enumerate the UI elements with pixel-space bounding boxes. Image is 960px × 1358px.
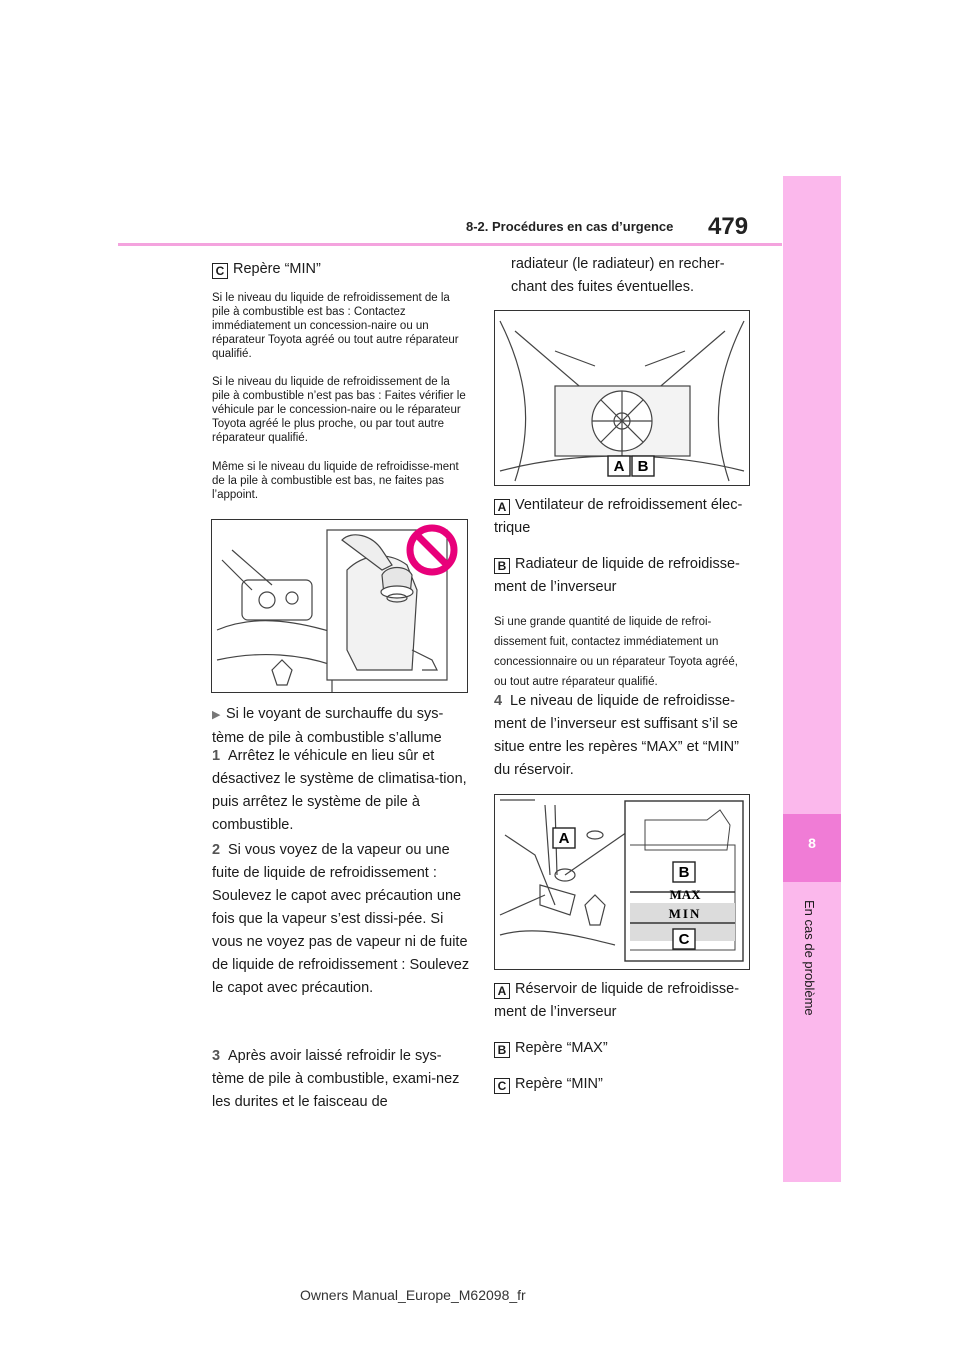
reservoir-figure [494, 794, 750, 970]
marker-c-line [212, 258, 472, 281]
radiator-callout-a-text: A [613, 458, 625, 475]
chapter-number: 8 [808, 835, 816, 851]
header-rule [118, 243, 782, 246]
radiator-figure [494, 310, 750, 486]
step-4 [494, 690, 752, 782]
note-no-refill: Même si le niveau du liquide de refroidisse-ment de la pile à combustible est bas, ne faites pas l’appoint. [212, 461, 459, 501]
fan-item-text: Ventilateur de refroidissement élec-trique [494, 497, 743, 536]
coolant-refill-figure [211, 519, 468, 693]
radiator-illustration [495, 311, 749, 485]
step-1-number: 1 [212, 748, 221, 764]
marker-c-text: Repère “MIN” [233, 261, 321, 277]
step-2-number: 2 [212, 842, 221, 858]
label-b2-box: B [494, 1042, 510, 1058]
bullet-arrow-icon: ▶ [212, 709, 221, 721]
max-item [494, 1037, 750, 1060]
label-a-box: A [494, 499, 510, 515]
min-item-text: Repère “MIN” [515, 1076, 603, 1092]
max-item-text: Repère “MAX” [515, 1040, 608, 1056]
step-4-number: 4 [494, 693, 503, 709]
label-b-box: B [494, 558, 510, 574]
coolant-refill-illustration [212, 520, 467, 692]
reservoir-item-text: Réservoir de liquide de refroidisse-ment de l’inverseur [494, 981, 740, 1020]
radiator-item [494, 553, 750, 599]
min-mark-text: MIN [668, 906, 702, 921]
radiator-callout-b-text: B [637, 458, 649, 475]
label-a2-box: A [494, 983, 510, 999]
step-3-continued: radiateur (le radiateur) en recher-chant des fuites éventuelles. [511, 256, 725, 295]
step-3-number: 3 [212, 1048, 221, 1064]
chapter-title-text: En cas de problème [802, 900, 817, 1016]
page-number: 479 [708, 213, 749, 240]
reservoir-illustration [495, 795, 749, 969]
min-item [494, 1073, 750, 1096]
chapter-title [800, 900, 822, 1080]
radiator-callout-b [632, 456, 654, 476]
leak-note: Si une grande quantité de liquide de refroi-dissement fuit, contactez immédiatement un concessionnaire ou un réparateur Toyota agréé, ou tout autre réparateur qualifié. [494, 616, 739, 688]
step-2 [212, 839, 470, 1000]
note-low-level: Si le niveau du liquide de refroidissement de la pile à combustible est bas : Contactez immédiatement un concession-naire ou un réparateur Toyota agréé ou tout autre réparateur qualifié. [212, 292, 459, 360]
label-c-box: C [212, 263, 228, 279]
reservoir-callout-b-text: B [678, 864, 690, 881]
overheat-bullet-text: Si le voyant de surchauffe du sys-tème de pile à combustible s’allume [212, 706, 444, 746]
reservoir-callout-b [673, 862, 695, 882]
radiator-item-text: Radiateur de liquide de refroidisse-ment de l’inverseur [494, 556, 740, 595]
note-not-low: Si le niveau du liquide de refroidissement de la pile à combustible n’est pas bas : Faites vérifier le véhicule par le concession-naire ou le réparateur Toyota agréé le plus proche, ou par tout autre réparateur qualifié. [212, 376, 466, 444]
fan-item [494, 494, 750, 540]
step-4-text: Le niveau de liquide de refroidisse-ment de l’inverseur est suffisant s’il se situe entre les repères “MAX” et “MIN” du réservoir. [494, 693, 739, 778]
reservoir-callout-c [673, 929, 695, 949]
reservoir-callout-c-text: C [678, 931, 690, 948]
label-c2-box: C [494, 1078, 510, 1094]
reservoir-callout-a-text: A [558, 830, 570, 847]
reservoir-callout-a [553, 828, 575, 848]
step-3 [212, 1045, 470, 1114]
reservoir-item [494, 978, 750, 1024]
footer-doc-id: Owners Manual_Europe_M62098_fr [300, 1287, 526, 1303]
step-2-text: Si vous voyez de la vapeur ou une fuite de liquide de refroidissement : Soulevez le capot avec précaution une fois que la vapeur s’est dissi-pée. Si vous ne voyez pas de vapeur ni de fuite de liquide de refroidissement : Soulevez le capot avec précaution. [212, 842, 470, 996]
radiator-callout-a [608, 456, 630, 476]
step-3-text: Après avoir laissé refroidir le sys-tème de pile à combustible, exami-nez les durites et le faisceau de [212, 1048, 460, 1110]
step-1 [212, 745, 470, 837]
overheat-bullet [212, 703, 470, 750]
section-title: 8-2. Procédures en cas d’urgence [466, 219, 674, 234]
step-1-text: Arrêtez le véhicule en lieu sûr et désactivez le système de climatisa-tion, puis arrêtez le système de pile à combustible. [212, 748, 467, 833]
max-mark-text: MAX [669, 887, 701, 902]
